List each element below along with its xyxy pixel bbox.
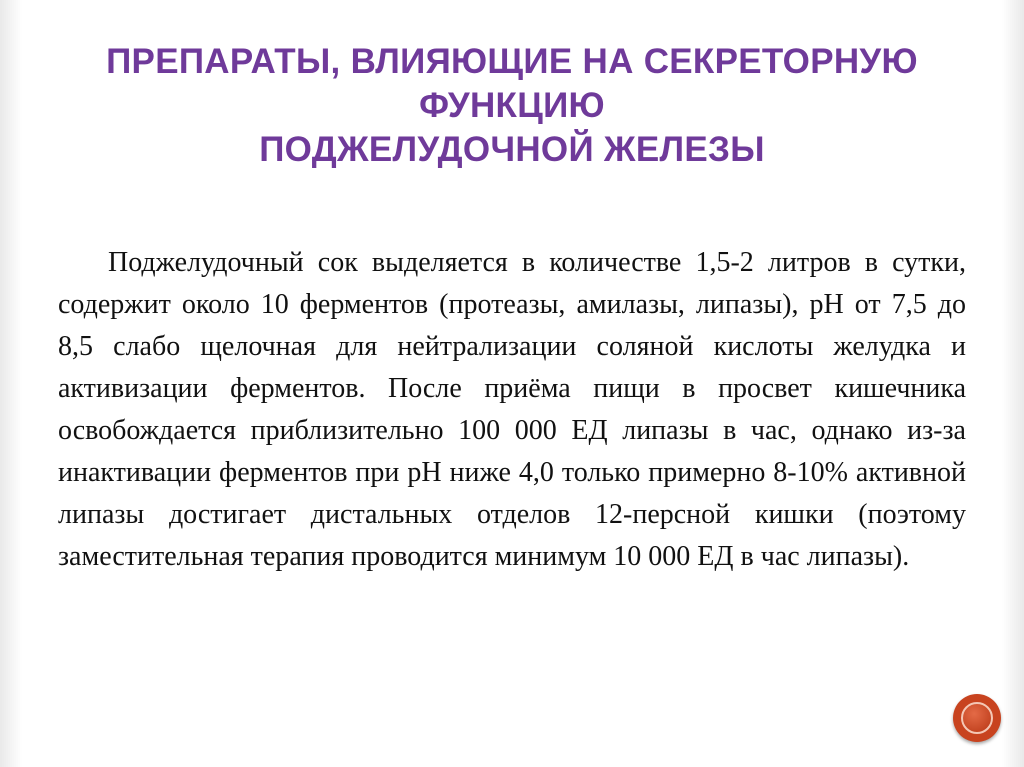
badge-inner-ring bbox=[961, 702, 993, 734]
slide-title bbox=[40, 40, 984, 172]
body-paragraph: Поджелудочный сок выделяется в количестве 1,5-2 литров в сутки, содержит около 10 ферментов (протеазы, амилазы, липазы), рН от 7,5 до 8,5 слабо щелочная для нейтрализации соляной кислоты желудка и активизации ферментов. После приёма пищи в просвет кишечника освобождается приблизительно 100 000 ЕД липазы в час, однако из-за инактивации ферментов при рН ниже 4,0 только примерно 8-10% активной липазы достигает дистальных отделов 12-персной кишки (поэтому заместительная терапия проводится минимум 10 000 ЕД в час липазы). bbox=[58, 247, 966, 572]
title-line-2: ФУНКЦИЮ bbox=[419, 86, 605, 125]
left-edge-shadow bbox=[0, 0, 22, 767]
circle-badge-icon[interactable] bbox=[953, 694, 1001, 742]
title-line-3: ПОДЖЕЛУДОЧНОЙ ЖЕЛЕЗЫ bbox=[259, 130, 765, 169]
right-edge-shadow bbox=[1002, 0, 1024, 767]
title-line-1: ПРЕПАРАТЫ, ВЛИЯЮЩИЕ НА СЕКРЕТОРНУЮ bbox=[106, 42, 918, 81]
